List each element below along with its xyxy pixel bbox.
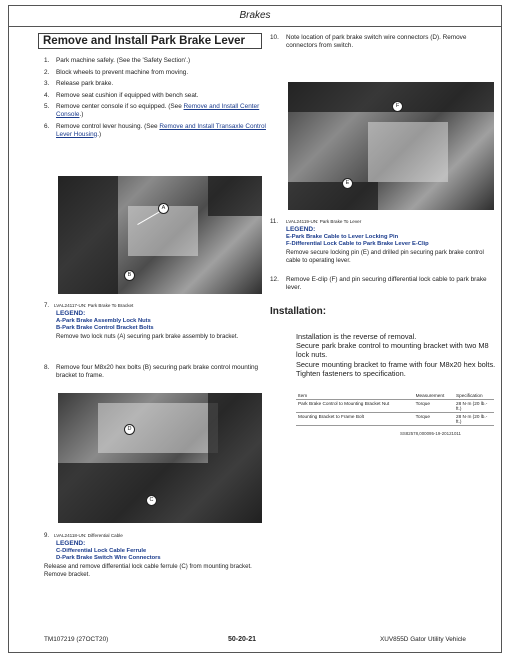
- table-cell: 28 N·m (20 lb.-ft.): [454, 413, 494, 426]
- step-text: Remove two lock nuts (A) securing park brake assembly to bracket.: [56, 333, 239, 341]
- photo-park-brake-to-bracket: [58, 176, 262, 294]
- installation-text: [296, 332, 496, 378]
- step-text: Release park brake.: [56, 80, 114, 87]
- table-row: [296, 400, 494, 413]
- step-text: Note location of park brake switch wire connectors (D). Remove connectors from switch.: [286, 34, 467, 49]
- figure-id: LVAL24117-UN: Park Brake To Bracket: [54, 303, 134, 308]
- callout-d: D: [124, 424, 135, 435]
- table-row: [296, 413, 494, 426]
- step-text: Park machine safely. (See the 'Safety Section'.): [56, 57, 191, 64]
- step-text-post: .): [79, 111, 84, 118]
- callout-e: E: [342, 178, 353, 189]
- reference-code: SS82578,000095-19-20121011: [400, 431, 461, 436]
- table-header-row: [296, 392, 494, 400]
- figure-11-caption: [270, 218, 496, 265]
- footer-page-number: 50-20-21: [228, 636, 257, 643]
- step-3: [44, 80, 266, 88]
- legend-item: D-Park Brake Switch Wire Connectors: [56, 555, 161, 562]
- installation-line: Secure park brake control to mounting bracket with two M8 lock nuts.: [296, 341, 489, 360]
- table-cell: Park Brake Control to Mounting Bracket Nut: [296, 400, 414, 413]
- step-1: [44, 57, 266, 65]
- legend-item: B-Park Brake Control Bracket Bolts: [56, 325, 154, 332]
- callout-f: F: [392, 101, 403, 112]
- photo-shadow: [58, 176, 118, 294]
- step-number: 11.: [270, 218, 279, 225]
- photo-park-brake-to-lever: [288, 82, 494, 210]
- legend-item: A-Park Brake Assembly Lock Nuts: [56, 317, 151, 324]
- table-header: Measurement: [415, 393, 445, 398]
- step-4: [44, 92, 266, 100]
- photo-shadow: [288, 82, 494, 112]
- figure-id: LVAL24118-UN: Differential Cable: [54, 533, 123, 538]
- step-number: 6.: [44, 122, 50, 130]
- step-12: [270, 276, 496, 292]
- step-text: Block wheels to prevent machine from moving.: [56, 68, 189, 76]
- step-8: [44, 364, 266, 380]
- step-5: [44, 103, 266, 119]
- table-header: Item: [298, 393, 308, 398]
- step-number: 9.: [44, 532, 50, 539]
- table-cell: Torque: [414, 413, 454, 426]
- photo-differential-cable: [58, 393, 262, 523]
- step-10: [270, 34, 496, 50]
- step-number: 4.: [44, 91, 50, 99]
- step-text: Remove seat cushion if equipped with bench seat.: [56, 91, 199, 99]
- step-number: 7.: [44, 302, 50, 309]
- photo-lever: [368, 122, 448, 182]
- step-text-pre: Remove control lever housing. (See: [56, 122, 160, 130]
- link-center-console[interactable]: Remove and Install Center Console: [56, 103, 260, 118]
- legend-item: F-Differential Lock Cable to Park Brake Lever E-Clip: [286, 241, 429, 248]
- table-cell: Torque: [414, 400, 454, 413]
- legend-item: C-Differential Lock Cable Ferrule: [56, 547, 147, 554]
- installation-line: Installation is the reverse of removal.: [296, 332, 417, 341]
- step-2: [44, 69, 266, 77]
- step-number: 8.: [44, 364, 50, 371]
- installation-line: Tighten fasteners to specification.: [296, 368, 406, 378]
- step-text-post: .): [97, 130, 102, 138]
- installation-line: Secure mounting bracket to frame with four M8x20 hex bolts.: [296, 359, 496, 369]
- step-text: Release and remove differential lock cable ferrule (C) from mounting bracket. Remove bracket.: [44, 563, 252, 578]
- callout-c: C: [146, 495, 157, 506]
- photo-bracket: [98, 403, 218, 453]
- figure-7-caption: [44, 302, 266, 341]
- step-text: Remove secure locking pin (E) and drilled pin securing park brake control cable to operating lever.: [286, 249, 484, 264]
- page-title: Remove and Install Park Brake Lever: [38, 33, 262, 49]
- step-number: 5.: [44, 103, 50, 110]
- step-text: [56, 103, 266, 119]
- step-number: 3.: [44, 80, 50, 87]
- photo-shadow: [208, 393, 262, 463]
- callout-a: A: [158, 203, 169, 214]
- step-number: 2.: [44, 68, 50, 76]
- table-cell: Mounting Bracket to Frame Bolt: [296, 413, 414, 426]
- steps-list: [44, 57, 266, 142]
- link-control-lever-housing[interactable]: Remove and Install Transaxle Control Lever Housing: [56, 122, 266, 138]
- legend-heading: LEGEND:: [56, 539, 86, 547]
- legend-heading: LEGEND:: [286, 225, 316, 233]
- legend-heading: LEGEND:: [56, 309, 86, 317]
- footer-doc-id: TM107219 (27OCT20): [44, 636, 109, 643]
- photo-shadow: [58, 463, 262, 523]
- installation-heading: Installation:: [270, 306, 327, 317]
- table-header: Specification: [456, 393, 483, 398]
- step-text: [56, 123, 266, 139]
- step-text: Remove E-clip (F) and pin securing differential lock cable to park brake lever.: [286, 276, 487, 291]
- step-number: 12.: [270, 276, 279, 283]
- step-text: Remove four M8x20 hex bolts (B) securing park brake control mounting bracket to frame.: [56, 364, 259, 379]
- photo-shadow: [288, 182, 378, 210]
- step-number: 10.: [270, 34, 279, 41]
- step-6: [44, 123, 266, 139]
- spec-table: [296, 392, 494, 426]
- step-number: 1.: [44, 57, 50, 64]
- legend-item: E-Park Brake Cable to Lever Locking Pin: [286, 233, 399, 240]
- photo-shadow: [208, 176, 262, 216]
- table-cell: 28 N·m (20 lb.-ft.): [454, 400, 494, 413]
- section-header: Brakes: [9, 6, 501, 27]
- figure-id: LVAL24119-UN: Park Brake To Lever: [286, 219, 362, 224]
- figure-9-caption: [44, 532, 266, 579]
- footer-vehicle: XUV855D Gator Utility Vehicle: [380, 636, 466, 643]
- callout-b: B: [124, 270, 135, 281]
- step-text-pre: Remove center console if so equipped. (See: [56, 103, 184, 110]
